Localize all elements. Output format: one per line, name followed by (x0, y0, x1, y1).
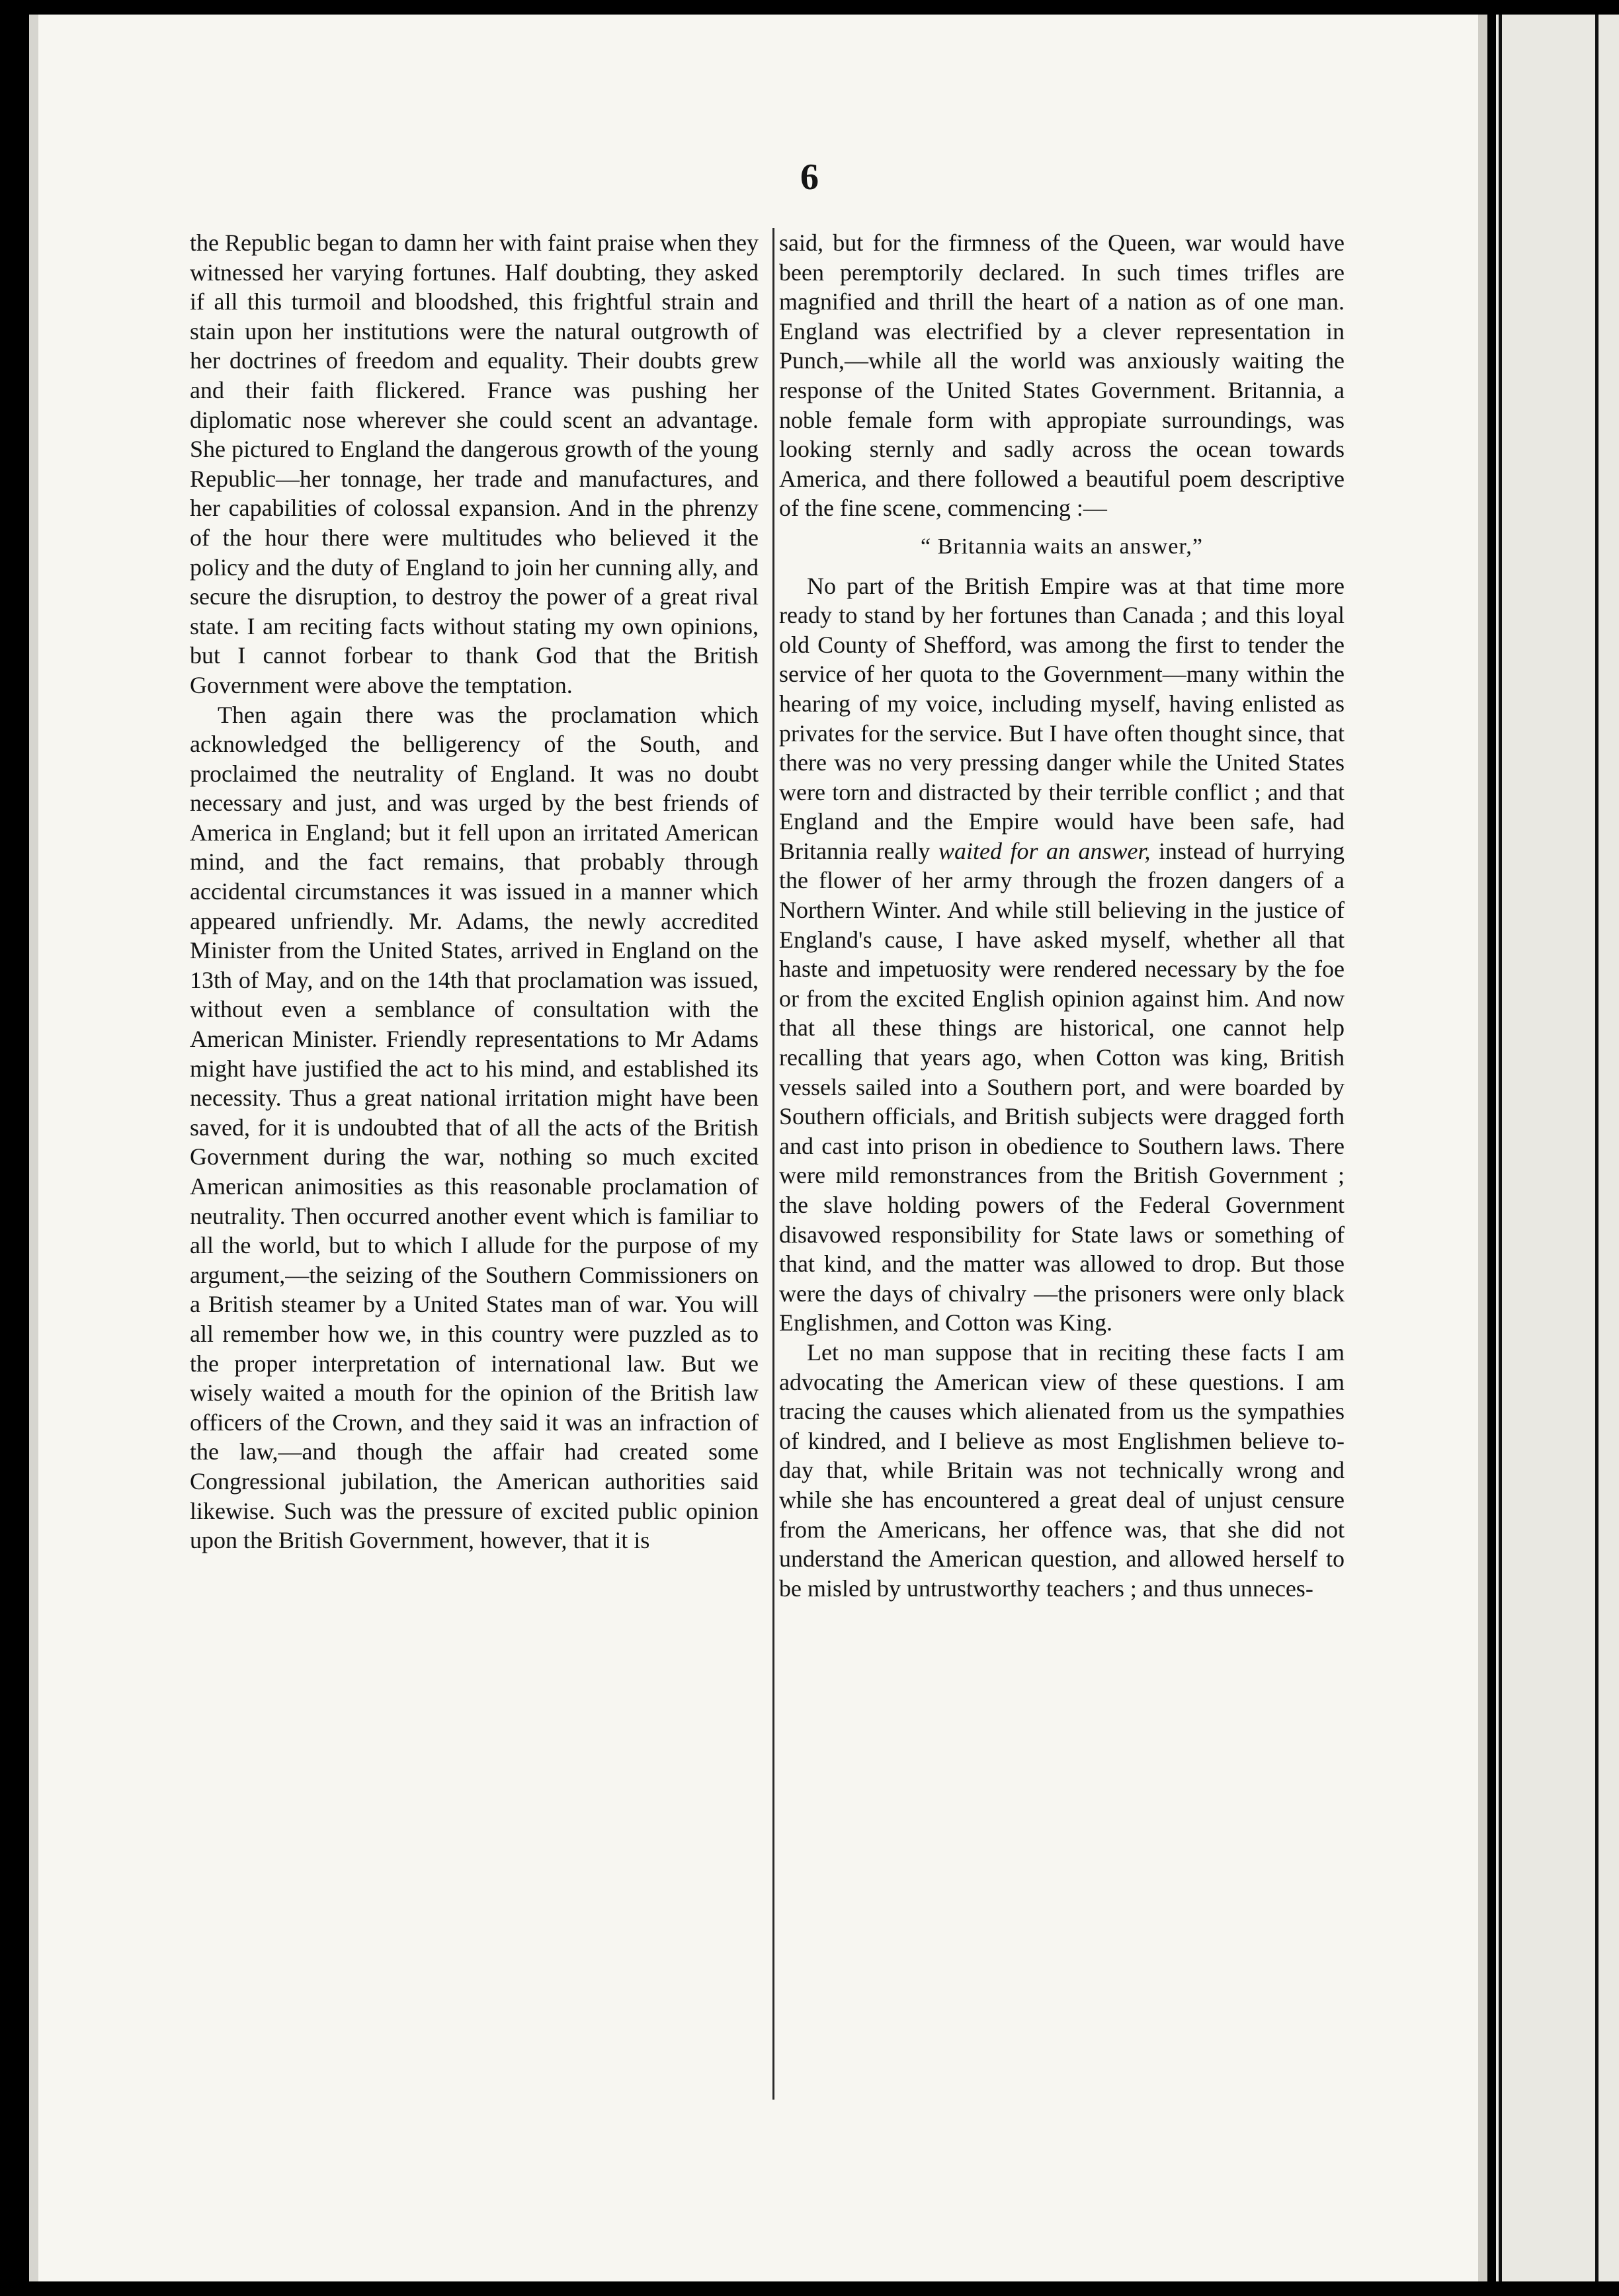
page-left-edge (29, 15, 38, 2281)
strip-divider-line (1499, 15, 1502, 2281)
poem-quote: “ Britannia waits an answer,” (921, 534, 1203, 559)
left-paragraph-2: Then again there was the proclamation which acknowledged the belligerency of the South, and proclaimed the neutrality of England. It was no doubt necessary and just, and was urged by the best friends of America in England; but it fell upon an irritated American mind, and the fact remains, that probably through accidental circumstances it was issued in a manner which appeared unfriendly. Mr. Adams, the newly accredited Minister from the United States, arrived in England on the 13th of May, and on the 14th that proclamation was issued, without even a semblance of consultation with the American Minister. Friendly representations to Mr Adams might have justified the act to his mind, and established its necessity. Thus a great national irritation might have been saved, for it is undoubted that of all the acts of the British Government during the war, nothing so much excited American animosities as this reasonable proclamation of neutrality. Then occurred another event which is familiar to all the world, but to which I allude for the purpose of my argument,—the seizing of the Southern Commissioners on a British steamer by a United States man of war. You will all remember how we, in this country were puzzled as to the proper interpretation of international law. But we wisely waited a mouth for the opinion of the British law officers of the Crown, and they said it was an infraction of the law,—and though the affair had created some Congressional jubilation, the American authorities said likewise. Such was the pressure of excited public opinion upon the British Government, however, that it is (190, 701, 759, 1554)
right-column (779, 228, 1345, 1603)
left-column (190, 228, 759, 1555)
right-paragraph-2-start: No part of the British Empire was at that time more ready to stand by her fortunes than Canada ; and this loyal old County of Shefford, was among the first to tender the service of her quota to the Government—many within the hearing of my voice, including myself, having enlisted as privates for the service. But I have often thought since, that there was no very pressing danger while the United States were torn and distracted by their terrible conflict ; and that England and the Empire would have been safe, had Britannia really (779, 572, 1345, 864)
right-paragraph-2 (779, 571, 1345, 1338)
strip-divider-line (1595, 15, 1598, 2281)
column-divider (772, 228, 774, 2100)
right-paragraph-3: Let no man suppose that in reciting these facts I am advocating the American view of these questions. I am tracing the causes which alienated from us the sympathies of kindred, and I believe as most Englishmen believe to-day that, while Britain was not technically wrong and while she has encountered a great deal of unjust censure from the Americans, her offence was, that she did not understand the American question, and allowed herself to be misled by untrustworthy teachers ; and thus unneces- (779, 1338, 1345, 1602)
page-right-edge (1478, 15, 1487, 2281)
page-number: 6 (800, 157, 819, 198)
left-paragraph-1: the Republic began to damn her with faint praise when they witnessed her varying fortunes. Half doubting, they asked if all this turmoil and bloodshed, this frightful strain and stain upon her institutions were the natural outgrowth of her doctrines of freedom and equality. Their doubts grew and their faith flickered. France was pushing her diplomatic nose wherever she could scent an advantage. She pictured to England the dangerous growth of the young Republic—her tonnage, her trade and manufactures, and her capabilities of colossal expansion. And in the phrenzy of the hour there were multitudes who believed it the policy and the duty of England to join her cunning ally, and secure the disruption, to destroy the power of a great rival state. I am reciting facts without stating my own opinions, but I cannot forbear to thank God that the British Government were above the temptation. (190, 229, 759, 698)
right-paragraph-1: said, but for the firmness of the Queen, war would have been peremptorily declared. In such times trifles are magnified and thrill the heart of a nation as of one man. England was electrified by a clever representation in Punch,—while all the world was anxiously waiting the response of the United States Government. Britannia, a noble female form with appropiate surroundings, was looking sternly and sadly across the ocean towards America, and there followed a beautiful poem descriptive of the fine scene, commencing :— (779, 229, 1345, 522)
right-paragraph-2-end: instead of hurrying the flower of her army through the frozen dangers of a Northern Winter. And while still believing in the justice of England's cause, I have asked myself, whether all that haste and impetuosity were rendered necessary by the foe or from the excited English opinion against him. And now that all these things are historical, one cannot help recalling that years ago, when Cotton was king, British vessels sailed into a Southern port, and were boarded by Southern officials, and British subjects were dragged forth and cast into prison in obedience to Southern laws. There were mild remonstrances from the British Government ; the slave holding powers of the Federal Government disavowed responsibility for State laws or something of that kind, and the matter was allowed to drop. But those were the days of chivalry —the prisoners were only black Englishmen, and Cotton was King. (779, 837, 1345, 1336)
right-paragraph-2-italic: waited for an answer, (938, 837, 1151, 864)
facing-page-strip (1496, 15, 1619, 2281)
